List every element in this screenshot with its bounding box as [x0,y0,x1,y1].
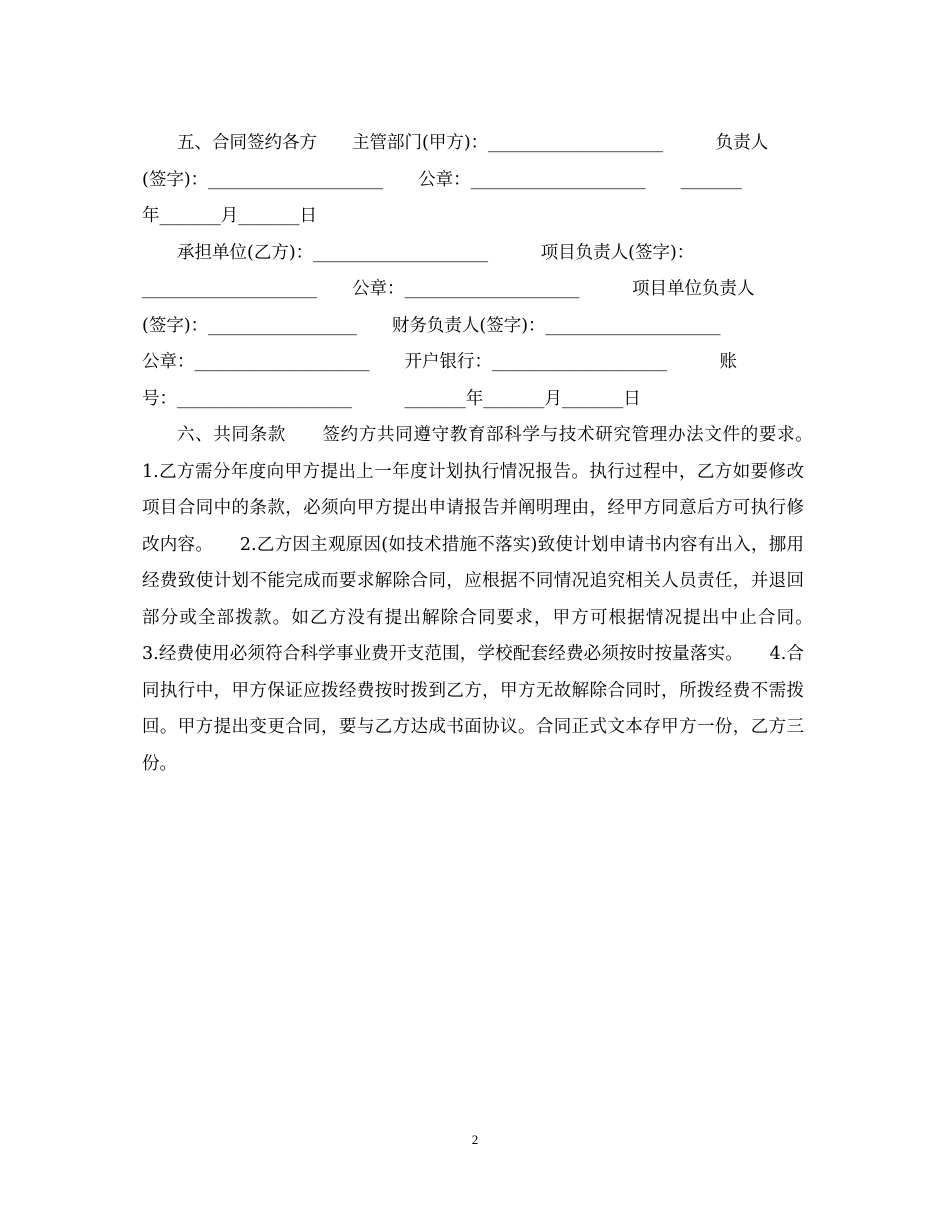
signatory-line: 公章：____________________ 开户银行：____________________ 账 [142,352,737,372]
signatory-line: 五、合同签约各方 主管部门(甲方)：____________________ 负责人 [142,133,769,153]
section-signatories [142,125,804,417]
signatory-line: 承担单位(乙方)：____________________ 项目负责人(签字)： [142,242,695,263]
section-common-terms: 六、共同条款 签约方共同遵守教育部科学与技术研究管理办法文件的要求。 1.乙方需分年度向甲方提出上一年度计划执行情况报告。执行过程中，乙方如要修改项目合同中的条款，必须向甲方提出申请报告并阐明理由，经甲方同意后方可执行修改内容。 2.乙方因主观原因(如技术措施不落实)致使计划申请书内容有出入，挪用经费致使计划不能完成而要求解除合同，应根据不同情况追究相关人员责任，并退回部分或全部拨款。如乙方没有提出解除合同要求，甲方可根据情况提出中止合同。 3.经费使用必须符合科学事业费开支范围，学校配套经费必须按时按量落实。 4.合同执行中，甲方保证应拨经费按时拨到乙方，甲方无故解除合同时，所拨经费不需拨回。甲方提出变更合同，要与乙方达成书面协议。合同正式文本存甲方一份，乙方三份。 [142,425,839,774]
signatory-line: 号：____________________ _______年_______月_______日 [142,388,641,409]
signatory-line: (签字)：_________________ 财务负责人(签字)：____________________ [142,315,721,336]
signatory-line: ____________________ 公章：____________________ 项目单位负责人 [142,279,755,299]
page-number: 2 [471,1132,479,1147]
signatory-line: (签字)：____________________ 公章：____________________ _______ [142,169,742,190]
signatory-line: 年_______月_______日 [142,206,317,226]
document-body [142,125,839,782]
